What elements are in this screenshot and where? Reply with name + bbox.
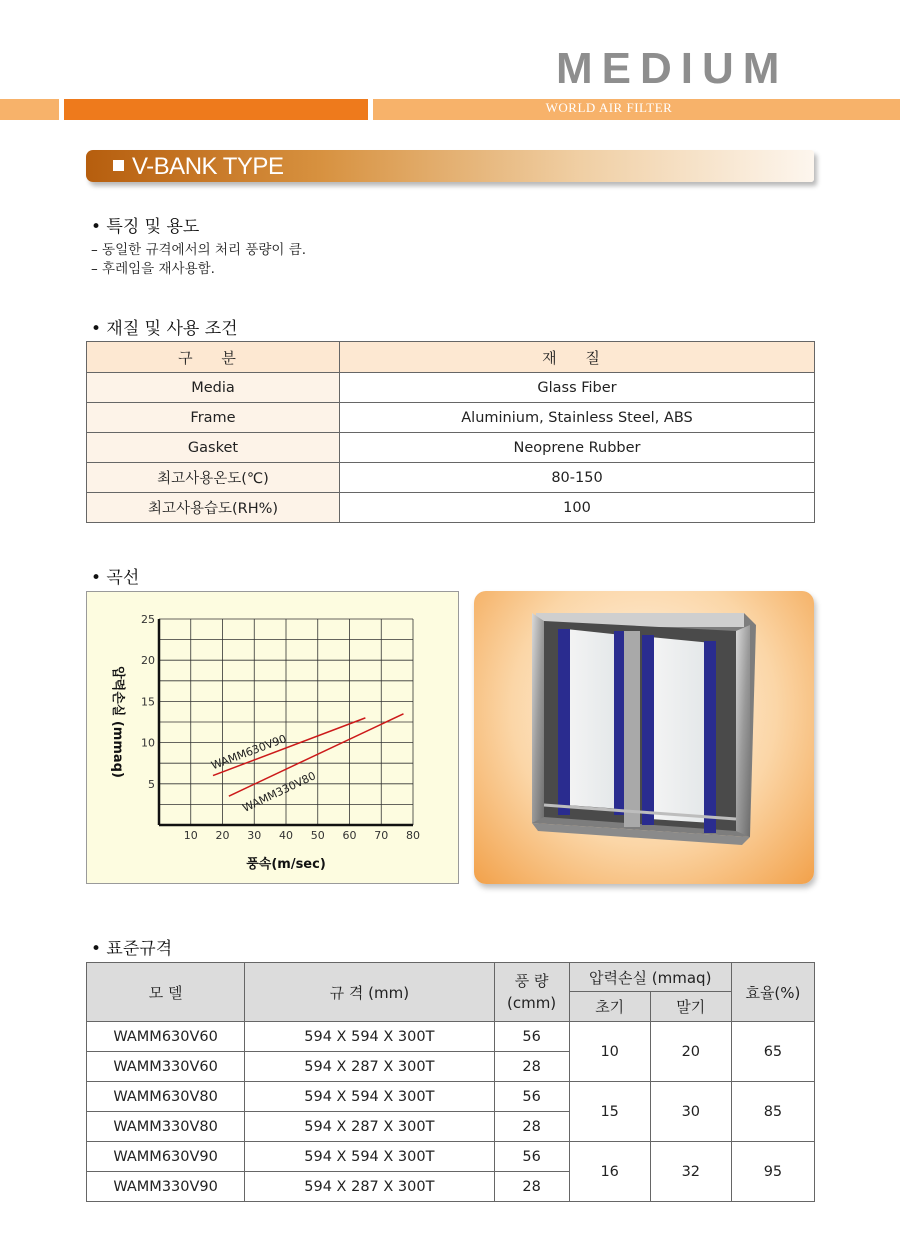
header-stripe-middle [64, 99, 368, 120]
row-value: Glass Fiber [340, 373, 815, 403]
size-cell: 594 X 287 X 300T [245, 1112, 494, 1142]
y-tick-label: 10 [141, 736, 155, 750]
y-tick-label: 5 [148, 777, 155, 791]
product-photo [474, 591, 814, 884]
row-label: 최고사용습도(RH%) [87, 493, 340, 523]
row-label: Frame [87, 403, 340, 433]
y-axis-label: 압력손실 (mmaq) [110, 666, 125, 778]
table-row [87, 403, 815, 433]
initial-pressure-cell: 10 [569, 1022, 650, 1082]
initial-pressure-cell: 15 [569, 1082, 650, 1142]
materials-table [86, 341, 815, 523]
row-value: 80-150 [340, 463, 815, 493]
column-header-final: 말기 [650, 992, 731, 1022]
efficiency-cell: 65 [731, 1022, 814, 1082]
model-cell: WAMM630V60 [87, 1022, 245, 1052]
initial-pressure-cell: 16 [569, 1142, 650, 1202]
spec-table [86, 962, 815, 1202]
materials-heading: • 재질 및 사용 조건 [91, 319, 238, 339]
table-header-row [87, 963, 815, 992]
model-cell: WAMM630V80 [87, 1082, 245, 1112]
size-cell: 594 X 594 X 300T [245, 1082, 494, 1112]
row-label: Gasket [87, 433, 340, 463]
column-header-flow: 풍 량 (cmm) [494, 963, 569, 1022]
chart-canvas [87, 592, 460, 885]
model-cell: WAMM330V90 [87, 1172, 245, 1202]
x-tick-label: 50 [310, 829, 325, 842]
table-row [87, 373, 815, 403]
model-cell: WAMM630V90 [87, 1142, 245, 1172]
size-cell: 594 X 594 X 300T [245, 1022, 494, 1052]
x-tick-label: 10 [183, 829, 198, 842]
type-title: V-BANK TYPE [132, 153, 284, 180]
y-tick-label: 20 [141, 654, 155, 668]
row-value: Neoprene Rubber [340, 433, 815, 463]
column-header-size: 규 격 (mm) [245, 963, 494, 1022]
flow-cell: 28 [494, 1112, 569, 1142]
curve-heading: • 곡선 [91, 568, 140, 588]
x-tick-label: 30 [247, 829, 262, 842]
column-header-material: 재 질 [340, 342, 815, 373]
model-cell: WAMM330V80 [87, 1112, 245, 1142]
brand-tagline: WORLD AIR FILTER [545, 100, 673, 115]
size-cell: 594 X 287 X 300T [245, 1052, 494, 1082]
v-bank-filter-image [474, 591, 814, 884]
column-header-model: 모 델 [87, 963, 245, 1022]
flow-cell: 28 [494, 1172, 569, 1202]
spec-heading: • 표준규격 [91, 939, 173, 959]
efficiency-cell: 85 [731, 1082, 814, 1142]
brand-title: MEDIUM [556, 44, 789, 93]
table-row [87, 1082, 815, 1112]
row-label: Media [87, 373, 340, 403]
size-cell: 594 X 287 X 300T [245, 1172, 494, 1202]
x-axis-label: 풍속(m/sec) [246, 857, 326, 872]
flow-cell: 28 [494, 1052, 569, 1082]
x-tick-label: 40 [279, 829, 293, 842]
row-label: 최고사용온도(℃) [87, 463, 340, 493]
pressure-curve-chart [86, 591, 459, 884]
final-pressure-cell: 20 [650, 1022, 731, 1082]
size-cell: 594 X 594 X 300T [245, 1142, 494, 1172]
x-tick-label: 70 [374, 829, 389, 842]
column-header-initial: 초기 [569, 992, 650, 1022]
final-pressure-cell: 32 [650, 1142, 731, 1202]
flow-cell: 56 [494, 1082, 569, 1112]
features-heading: • 특징 및 용도 [91, 217, 200, 237]
header-stripe-left [0, 99, 59, 120]
table-row [87, 433, 815, 463]
feature-item: – 후레임을 재사용함. [91, 261, 215, 277]
x-tick-label: 80 [406, 829, 420, 842]
table-row [87, 493, 815, 523]
efficiency-cell: 95 [731, 1142, 814, 1202]
series-label: WAMM630V90 [209, 732, 289, 773]
row-value: Aluminium, Stainless Steel, ABS [340, 403, 815, 433]
feature-item: – 동일한 규격에서의 처리 풍량이 큼. [91, 242, 307, 258]
model-cell: WAMM330V60 [87, 1052, 245, 1082]
column-header-category: 구 분 [87, 342, 340, 373]
x-tick-label: 60 [342, 829, 357, 842]
table-row [87, 1022, 815, 1052]
series-label: WAMM330V80 [240, 769, 318, 815]
table-row [87, 463, 815, 493]
flow-cell: 56 [494, 1142, 569, 1172]
table-row [87, 1142, 815, 1172]
final-pressure-cell: 30 [650, 1082, 731, 1142]
row-value: 100 [340, 493, 815, 523]
y-tick-label: 25 [141, 613, 155, 626]
flow-cell: 56 [494, 1022, 569, 1052]
column-header-efficiency: 효율(%) [731, 963, 814, 1022]
table-header-row [87, 342, 815, 373]
x-tick-label: 20 [215, 829, 230, 842]
y-tick-label: 15 [141, 695, 155, 709]
column-header-pressure: 압력손실 (mmaq) [569, 963, 731, 992]
type-title-bar [86, 150, 814, 182]
square-bullet-icon [113, 160, 124, 171]
